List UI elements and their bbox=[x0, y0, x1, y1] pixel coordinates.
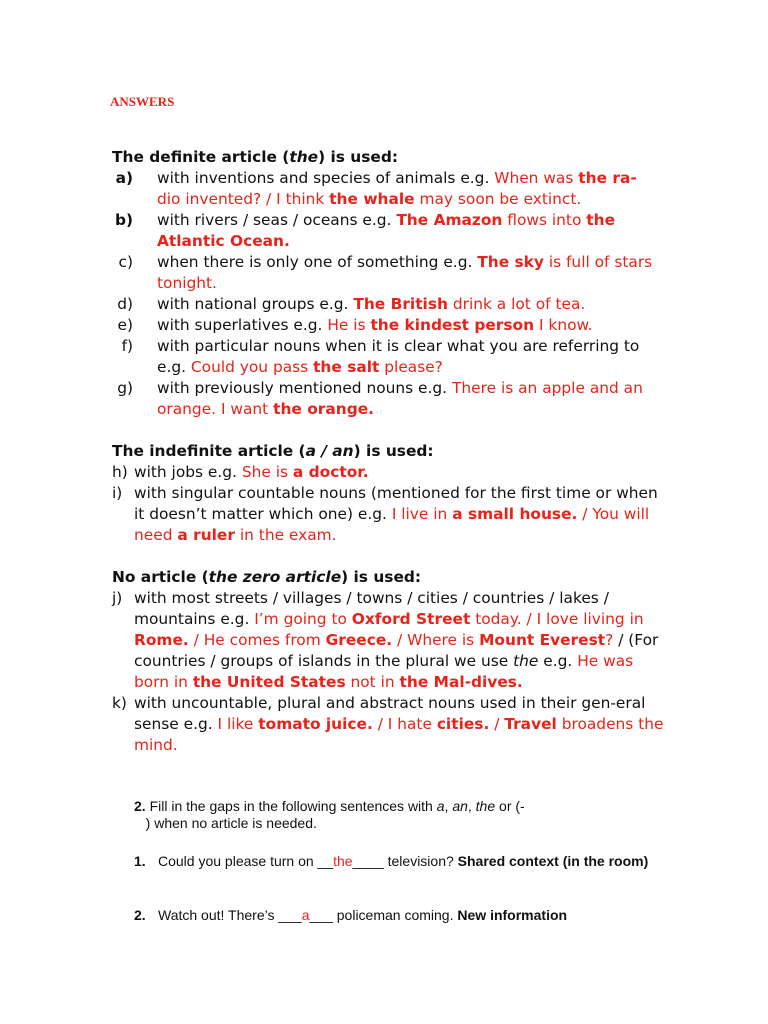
rule-c: c) when there is only one of something e.g. The sky is full of stars tonight. bbox=[118, 253, 653, 292]
rule-f: f) with particular nouns when it is clear what you are referring to e.g. Could you pass the salt please? bbox=[121, 337, 640, 376]
rule-j: j) with most streets / villages / towns / cities / countries / lakes / mountains e.g. I’m going to Oxford Street today. / I love living in Rome. / He comes from Greece. / Where is Mount Everest? / (For countries / groups of islands in the plural we use the e.g. He was born in the United States not in the Mal-dives. bbox=[112, 589, 659, 691]
answers-title: ANSWERS bbox=[110, 94, 175, 109]
rule-k: k) with uncountable, plural and abstract nouns used in their gen-eral sense e.g. I like tomato juice. / I hate cities. / Travel broadens the mind. bbox=[112, 694, 664, 754]
rule-e: e) with superlatives e.g. He is the kindest person I know. bbox=[117, 316, 593, 334]
rule-a: a) with inventions and species of animals e.g. When was the ra- dio invented? / I think the whale may soon be extinct. bbox=[115, 169, 637, 208]
exercise-2-instructions: 2. Fill in the gaps in the following sentences with a, an, the or (- ) when no article is needed. bbox=[134, 798, 525, 831]
answer-2: a bbox=[301, 907, 310, 923]
rule-d: d) with national groups e.g. The British drink a lot of tea. bbox=[117, 295, 586, 313]
question-2: 2. Watch out! There’s ___a___ policeman coming. New information bbox=[134, 907, 568, 923]
question-1: 1. Could you please turn on __the____ television? Shared context (in the room) bbox=[134, 853, 649, 869]
zero-article-heading: No article (the zero article) is used: bbox=[112, 568, 422, 586]
definite-heading: The definite article (the) is used: bbox=[112, 148, 399, 166]
rule-b: b) with rivers / seas / oceans e.g. The Amazon flows into the Atlantic Ocean. bbox=[114, 211, 616, 250]
answer-1: the bbox=[333, 853, 353, 869]
rule-i: i) with singular countable nouns (mentioned for the first time or when it doesn’t matter which one) e.g. I live in a small house. / You will need a ruler in the exam. bbox=[112, 484, 658, 544]
indefinite-heading: The indefinite article (a / an) is used: bbox=[112, 442, 434, 460]
article-rules bbox=[112, 147, 672, 756]
rule-g: g) with previously mentioned nouns e.g. There is an apple and an orange. I want the orange. bbox=[117, 379, 643, 418]
rule-h: h) with jobs e.g. She is a doctor. bbox=[112, 463, 369, 481]
